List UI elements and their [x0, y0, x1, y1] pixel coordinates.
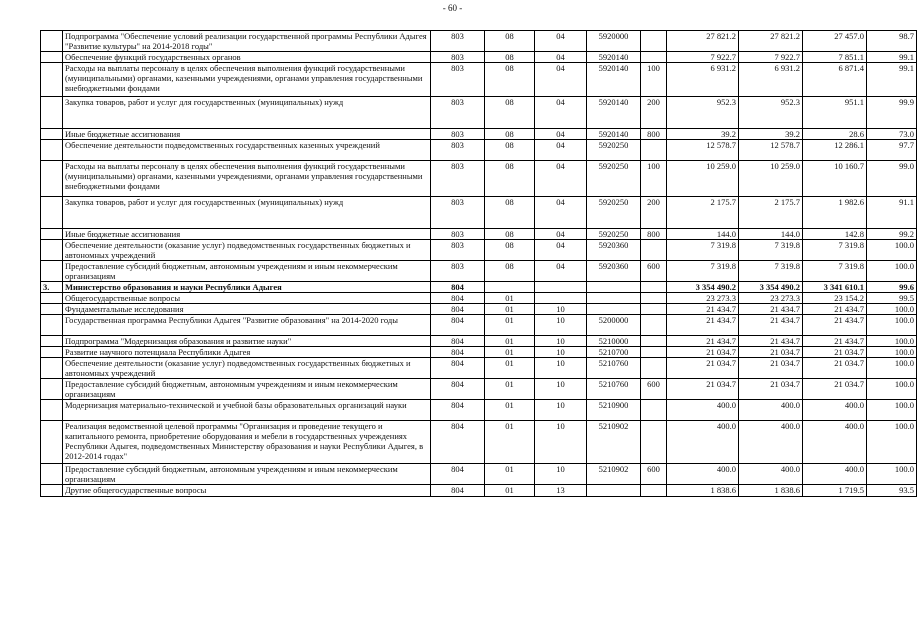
cell-csr: 5210902 [587, 421, 641, 464]
table-row [41, 52, 917, 63]
cell-csr: 5920000 [587, 31, 641, 52]
cell-a1: 21 034.7 [667, 379, 739, 400]
cell-csr: 5920360 [587, 261, 641, 282]
cell-num [41, 400, 63, 421]
cell-a1: 400.0 [667, 421, 739, 464]
cell-a1: 10 259.0 [667, 161, 739, 197]
cell-num [41, 464, 63, 485]
cell-pct: 99.0 [867, 161, 917, 197]
cell-a1: 21 034.7 [667, 358, 739, 379]
cell-name: Развитие научного потенциала Республики Адыгея [63, 347, 431, 358]
cell-a2: 10 259.0 [739, 161, 803, 197]
cell-ved: 803 [431, 197, 485, 229]
table-body [41, 31, 917, 497]
cell-name: Обеспечение функций государственных органов [63, 52, 431, 63]
cell-vr: 200 [641, 197, 667, 229]
budget-table [40, 30, 917, 497]
cell-num [41, 129, 63, 140]
cell-vr [641, 347, 667, 358]
cell-a3: 21 034.7 [803, 358, 867, 379]
cell-pct: 100.0 [867, 421, 917, 464]
cell-csr: 5210700 [587, 347, 641, 358]
cell-csr: 5920140 [587, 52, 641, 63]
cell-num [41, 31, 63, 52]
cell-a2: 400.0 [739, 421, 803, 464]
cell-a2: 27 821.2 [739, 31, 803, 52]
cell-rz: 08 [485, 140, 535, 161]
cell-pct: 100.0 [867, 240, 917, 261]
cell-pr: 10 [535, 358, 587, 379]
cell-vr [641, 400, 667, 421]
table-row [41, 379, 917, 400]
cell-num [41, 261, 63, 282]
cell-vr [641, 293, 667, 304]
table-row [41, 304, 917, 315]
cell-pct: 99.1 [867, 63, 917, 97]
cell-ved: 804 [431, 421, 485, 464]
cell-name: Закупка товаров, работ и услуг для государственных (муниципальных) нужд [63, 97, 431, 129]
cell-a3: 10 160.7 [803, 161, 867, 197]
cell-num [41, 358, 63, 379]
cell-vr: 600 [641, 464, 667, 485]
page-number: - 60 - [442, 3, 463, 13]
cell-a1: 6 931.2 [667, 63, 739, 97]
cell-rz: 08 [485, 197, 535, 229]
table-row [41, 464, 917, 485]
cell-ved: 803 [431, 261, 485, 282]
table-row [41, 229, 917, 240]
cell-a3: 27 457.0 [803, 31, 867, 52]
cell-vr: 200 [641, 97, 667, 129]
cell-a2: 7 922.7 [739, 52, 803, 63]
table-row [41, 240, 917, 261]
cell-a1: 7 319.8 [667, 261, 739, 282]
cell-num [41, 315, 63, 336]
table-row [41, 63, 917, 97]
cell-a1: 7 319.8 [667, 240, 739, 261]
cell-csr: 5920250 [587, 229, 641, 240]
table-row [41, 315, 917, 336]
table-row [41, 97, 917, 129]
cell-rz: 08 [485, 52, 535, 63]
cell-csr: 5920140 [587, 97, 641, 129]
table-row [41, 400, 917, 421]
cell-name: Расходы на выплаты персоналу в целях обеспечения выполнения функций государственными (муниципальными) органами, казенными учреждениями, органами управления государственными внебюджетными фондами [63, 161, 431, 197]
cell-csr [587, 304, 641, 315]
cell-name: Предоставление субсидий бюджетным, автономным учреждениям и иным некоммерческим организациям [63, 464, 431, 485]
cell-a2: 3 354 490.2 [739, 282, 803, 293]
cell-name: Иные бюджетные ассигнования [63, 129, 431, 140]
cell-num [41, 240, 63, 261]
cell-a2: 144.0 [739, 229, 803, 240]
cell-a1: 21 034.7 [667, 347, 739, 358]
cell-pr: 04 [535, 229, 587, 240]
cell-num [41, 304, 63, 315]
cell-num [41, 97, 63, 129]
cell-csr: 5210900 [587, 400, 641, 421]
cell-name: Подпрограмма "Обеспечение условий реализации государственной программы Республики Адыгея "Развитие культуры" на 2014-2018 годы" [63, 31, 431, 52]
table-row [41, 293, 917, 304]
cell-rz: 01 [485, 421, 535, 464]
cell-rz [485, 282, 535, 293]
cell-rz: 01 [485, 336, 535, 347]
cell-rz: 08 [485, 97, 535, 129]
cell-name: Реализация ведомственной целевой программы "Организация и проведение текущего и капитального ремонта, приобретение оборудования и мебели в государственных учреждениях Республики Адыгея, подведомственных Министерству образования и науки Республики Адыгея, в 2012-2014 годах" [63, 421, 431, 464]
cell-vr [641, 140, 667, 161]
cell-vr [641, 52, 667, 63]
table-row [41, 261, 917, 282]
cell-a2: 952.3 [739, 97, 803, 129]
cell-csr: 5920250 [587, 197, 641, 229]
cell-num [41, 161, 63, 197]
cell-ved: 804 [431, 464, 485, 485]
cell-vr [641, 315, 667, 336]
cell-a1: 39.2 [667, 129, 739, 140]
cell-num [41, 379, 63, 400]
cell-ved: 804 [431, 485, 485, 497]
cell-num: 3. [41, 282, 63, 293]
cell-a1: 144.0 [667, 229, 739, 240]
cell-ved: 804 [431, 315, 485, 336]
cell-pct: 99.2 [867, 229, 917, 240]
cell-pct: 100.0 [867, 358, 917, 379]
cell-a1: 23 273.3 [667, 293, 739, 304]
cell-a2: 39.2 [739, 129, 803, 140]
cell-a2: 12 578.7 [739, 140, 803, 161]
cell-vr [641, 421, 667, 464]
cell-vr: 600 [641, 261, 667, 282]
cell-rz: 01 [485, 315, 535, 336]
cell-a2: 21 034.7 [739, 358, 803, 379]
cell-a3: 21 034.7 [803, 379, 867, 400]
cell-rz: 01 [485, 347, 535, 358]
cell-a1: 21 434.7 [667, 336, 739, 347]
cell-ved: 804 [431, 379, 485, 400]
table-row [41, 197, 917, 229]
cell-a1: 12 578.7 [667, 140, 739, 161]
cell-a2: 400.0 [739, 400, 803, 421]
cell-a2: 7 319.8 [739, 261, 803, 282]
cell-a3: 6 871.4 [803, 63, 867, 97]
table-row [41, 31, 917, 52]
cell-pr: 10 [535, 400, 587, 421]
cell-csr: 5920360 [587, 240, 641, 261]
cell-ved: 803 [431, 129, 485, 140]
cell-num [41, 293, 63, 304]
cell-a2: 7 319.8 [739, 240, 803, 261]
cell-pct: 91.1 [867, 197, 917, 229]
table-row [41, 421, 917, 464]
cell-vr [641, 240, 667, 261]
cell-rz: 01 [485, 379, 535, 400]
cell-pr: 10 [535, 379, 587, 400]
cell-vr [641, 485, 667, 497]
cell-vr [641, 358, 667, 379]
cell-a3: 7 319.8 [803, 261, 867, 282]
table-row [41, 140, 917, 161]
cell-a2: 6 931.2 [739, 63, 803, 97]
cell-name: Министерство образования и науки Республики Адыгея [63, 282, 431, 293]
table-row [41, 485, 917, 497]
cell-a3: 28.6 [803, 129, 867, 140]
cell-a2: 23 273.3 [739, 293, 803, 304]
cell-a1: 27 821.2 [667, 31, 739, 52]
cell-pr: 10 [535, 347, 587, 358]
cell-vr: 100 [641, 63, 667, 97]
cell-a3: 7 319.8 [803, 240, 867, 261]
cell-pr: 04 [535, 161, 587, 197]
cell-a2: 21 034.7 [739, 347, 803, 358]
cell-name: Фундаментальные исследования [63, 304, 431, 315]
cell-name: Государственная программа Республики Адыгея "Развитие образования" на 2014-2020 годы [63, 315, 431, 336]
cell-pct: 93.5 [867, 485, 917, 497]
cell-pr: 10 [535, 464, 587, 485]
cell-pct: 100.0 [867, 304, 917, 315]
cell-pct: 99.1 [867, 52, 917, 63]
cell-name: Иные бюджетные ассигнования [63, 229, 431, 240]
cell-ved: 804 [431, 347, 485, 358]
cell-a3: 142.8 [803, 229, 867, 240]
cell-pct: 99.6 [867, 282, 917, 293]
cell-pr: 10 [535, 315, 587, 336]
cell-a3: 7 851.1 [803, 52, 867, 63]
cell-vr: 100 [641, 161, 667, 197]
cell-pct: 100.0 [867, 379, 917, 400]
cell-pct: 73.0 [867, 129, 917, 140]
cell-rz: 08 [485, 31, 535, 52]
cell-csr: 5210760 [587, 379, 641, 400]
table-row [41, 358, 917, 379]
cell-pct: 99.5 [867, 293, 917, 304]
cell-rz: 08 [485, 240, 535, 261]
cell-name: Модернизация материально-технической и учебной базы образовательных организаций науки [63, 400, 431, 421]
cell-ved: 804 [431, 336, 485, 347]
cell-csr: 5920140 [587, 129, 641, 140]
cell-rz: 01 [485, 464, 535, 485]
cell-csr: 5920140 [587, 63, 641, 97]
cell-pr: 04 [535, 63, 587, 97]
cell-a3: 12 286.1 [803, 140, 867, 161]
cell-num [41, 229, 63, 240]
cell-csr: 5200000 [587, 315, 641, 336]
cell-csr: 5210902 [587, 464, 641, 485]
cell-ved: 803 [431, 31, 485, 52]
cell-ved: 803 [431, 52, 485, 63]
cell-pr [535, 282, 587, 293]
cell-ved: 803 [431, 97, 485, 129]
cell-pr: 04 [535, 197, 587, 229]
cell-vr: 600 [641, 379, 667, 400]
cell-csr: 5920250 [587, 161, 641, 197]
cell-a3: 400.0 [803, 464, 867, 485]
cell-pr: 04 [535, 240, 587, 261]
cell-num [41, 52, 63, 63]
cell-pct: 100.0 [867, 315, 917, 336]
cell-name: Подпрограмма "Модернизация образования и развитие науки" [63, 336, 431, 347]
cell-vr: 800 [641, 129, 667, 140]
cell-ved: 804 [431, 304, 485, 315]
cell-ved: 804 [431, 358, 485, 379]
cell-name: Предоставление субсидий бюджетным, автономным учреждениям и иным некоммерческим организациям [63, 379, 431, 400]
cell-csr [587, 293, 641, 304]
cell-name: Обеспечение деятельности подведомственных государственных казенных учреждений [63, 140, 431, 161]
cell-vr [641, 304, 667, 315]
cell-a2: 400.0 [739, 464, 803, 485]
cell-num [41, 485, 63, 497]
cell-name: Другие общегосударственные вопросы [63, 485, 431, 497]
cell-num [41, 63, 63, 97]
cell-pct: 100.0 [867, 347, 917, 358]
cell-pct: 100.0 [867, 400, 917, 421]
cell-pr: 04 [535, 97, 587, 129]
cell-ved: 803 [431, 240, 485, 261]
cell-ved: 803 [431, 229, 485, 240]
cell-ved: 803 [431, 63, 485, 97]
cell-num [41, 421, 63, 464]
cell-pct: 100.0 [867, 464, 917, 485]
cell-pr: 04 [535, 129, 587, 140]
cell-rz: 08 [485, 63, 535, 97]
cell-name: Расходы на выплаты персоналу в целях обеспечения выполнения функций государственными (муниципальными) органами, казенными учреждениями, органами управления государственными внебюджетными фондами [63, 63, 431, 97]
cell-a1: 400.0 [667, 400, 739, 421]
cell-a2: 21 434.7 [739, 315, 803, 336]
cell-pct: 97.7 [867, 140, 917, 161]
cell-a3: 1 719.5 [803, 485, 867, 497]
table-row [41, 347, 917, 358]
cell-a3: 21 434.7 [803, 315, 867, 336]
cell-rz: 08 [485, 129, 535, 140]
cell-vr [641, 282, 667, 293]
table-row [41, 282, 917, 293]
cell-a2: 2 175.7 [739, 197, 803, 229]
cell-a3: 951.1 [803, 97, 867, 129]
cell-rz: 01 [485, 485, 535, 497]
cell-a3: 400.0 [803, 400, 867, 421]
cell-pr: 04 [535, 52, 587, 63]
cell-pr: 10 [535, 336, 587, 347]
cell-csr: 5210000 [587, 336, 641, 347]
cell-pr: 04 [535, 140, 587, 161]
cell-a1: 21 434.7 [667, 304, 739, 315]
cell-vr [641, 31, 667, 52]
cell-a1: 7 922.7 [667, 52, 739, 63]
cell-num [41, 140, 63, 161]
table-row [41, 129, 917, 140]
cell-num [41, 197, 63, 229]
cell-csr: 5210760 [587, 358, 641, 379]
cell-a1: 1 838.6 [667, 485, 739, 497]
cell-pct: 99.9 [867, 97, 917, 129]
cell-rz: 08 [485, 229, 535, 240]
cell-pct: 100.0 [867, 261, 917, 282]
cell-a2: 21 434.7 [739, 304, 803, 315]
cell-pr: 04 [535, 31, 587, 52]
cell-a3: 3 341 610.1 [803, 282, 867, 293]
cell-a1: 952.3 [667, 97, 739, 129]
cell-a1: 21 434.7 [667, 315, 739, 336]
cell-rz: 01 [485, 293, 535, 304]
cell-num [41, 336, 63, 347]
cell-name: Обеспечение деятельности (оказание услуг) подведомственных государственных бюджетных и автономных учреждений [63, 240, 431, 261]
cell-a3: 400.0 [803, 421, 867, 464]
cell-a3: 21 434.7 [803, 304, 867, 315]
table-row [41, 161, 917, 197]
cell-pr: 04 [535, 261, 587, 282]
cell-vr: 800 [641, 229, 667, 240]
cell-rz: 08 [485, 161, 535, 197]
cell-ved: 803 [431, 161, 485, 197]
cell-name: Закупка товаров, работ и услуг для государственных (муниципальных) нужд [63, 197, 431, 229]
cell-a2: 1 838.6 [739, 485, 803, 497]
cell-a1: 400.0 [667, 464, 739, 485]
cell-rz: 01 [485, 304, 535, 315]
cell-a3: 23 154.2 [803, 293, 867, 304]
cell-csr: 5920250 [587, 140, 641, 161]
cell-pr: 13 [535, 485, 587, 497]
cell-rz: 01 [485, 400, 535, 421]
cell-a3: 21 434.7 [803, 336, 867, 347]
cell-pr: 10 [535, 304, 587, 315]
cell-rz: 08 [485, 261, 535, 282]
cell-a1: 2 175.7 [667, 197, 739, 229]
cell-name: Обеспечение деятельности (оказание услуг) подведомственных государственных бюджетных и автономных учреждений [63, 358, 431, 379]
cell-vr [641, 336, 667, 347]
cell-rz: 01 [485, 358, 535, 379]
cell-num [41, 347, 63, 358]
cell-csr [587, 282, 641, 293]
cell-a2: 21 434.7 [739, 336, 803, 347]
cell-a3: 21 034.7 [803, 347, 867, 358]
cell-pct: 98.7 [867, 31, 917, 52]
cell-ved: 803 [431, 140, 485, 161]
cell-a2: 21 034.7 [739, 379, 803, 400]
cell-a1: 3 354 490.2 [667, 282, 739, 293]
table-row [41, 336, 917, 347]
cell-name: Общегосударственные вопросы [63, 293, 431, 304]
cell-ved: 804 [431, 400, 485, 421]
cell-a3: 1 982.6 [803, 197, 867, 229]
cell-pct: 100.0 [867, 336, 917, 347]
cell-pr: 10 [535, 421, 587, 464]
cell-ved: 804 [431, 293, 485, 304]
cell-csr [587, 485, 641, 497]
cell-ved: 804 [431, 282, 485, 293]
cell-name: Предоставление субсидий бюджетным, автономным учреждениям и иным некоммерческим организациям [63, 261, 431, 282]
cell-pr [535, 293, 587, 304]
